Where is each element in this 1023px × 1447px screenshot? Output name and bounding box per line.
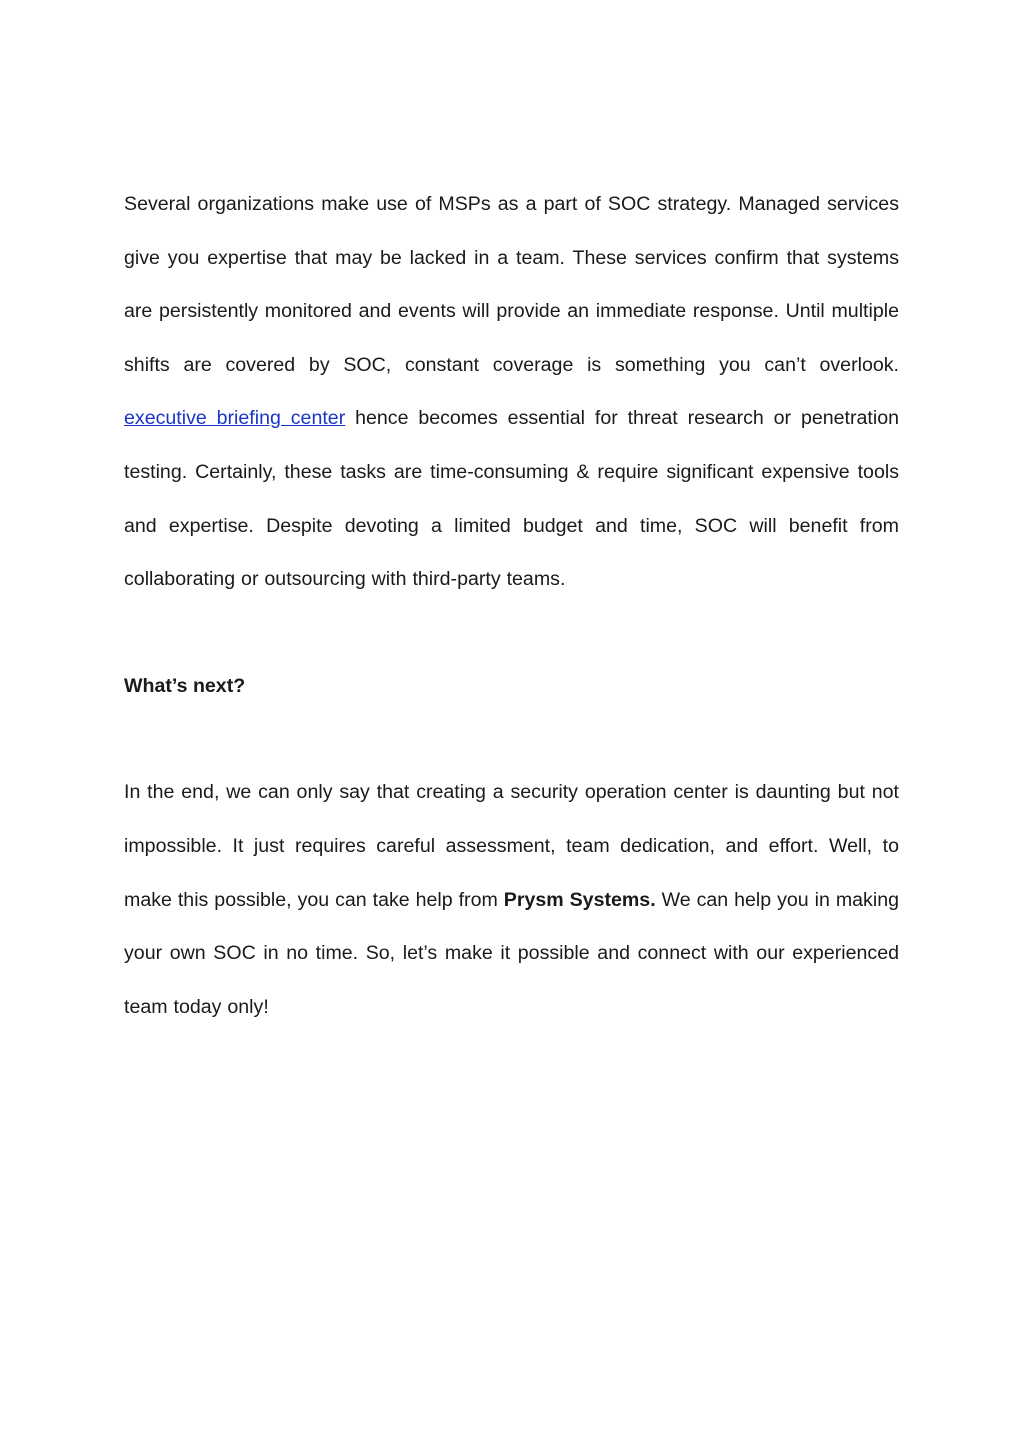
paragraph-msp-strategy <box>124 178 899 607</box>
paragraph-2-text-start: In the end, we can only say that creating a security operation center is daunting but not impossible. It just requires careful assessment, team dedication, and effort. Well, to make this possible, you can take help from <box>124 781 899 911</box>
paragraph-2-text-end: We can help you in making your own SOC in no time. So, let’s make it possible and connect with our experienced team today only! <box>124 888 899 1018</box>
paragraph-1-text-end: hence becomes essential for threat research or penetration testing. Certainly, these tasks are time-consuming & require significant expensive tools and expertise. Despite devoting a limited budget and time, SOC will benefit from collaborating or outsourcing with third-party teams. <box>124 407 899 591</box>
document-body <box>124 178 899 1034</box>
paragraph-conclusion <box>124 766 899 1034</box>
executive-briefing-center-link[interactable]: executive briefing center <box>124 407 346 430</box>
section-heading-whats-next: What’s next? <box>124 674 246 697</box>
brand-name: Prysm Systems. <box>503 888 656 911</box>
paragraph-1-text-start: Several organizations make use of MSPs as a part of SOC strategy. Managed services give you expertise that may be lacked in a team. These services confirm that systems are persistently monitored and events will provide an immediate response. Until multiple shifts are covered by SOC, constant coverage is something you can’t overlook. <box>124 193 899 376</box>
